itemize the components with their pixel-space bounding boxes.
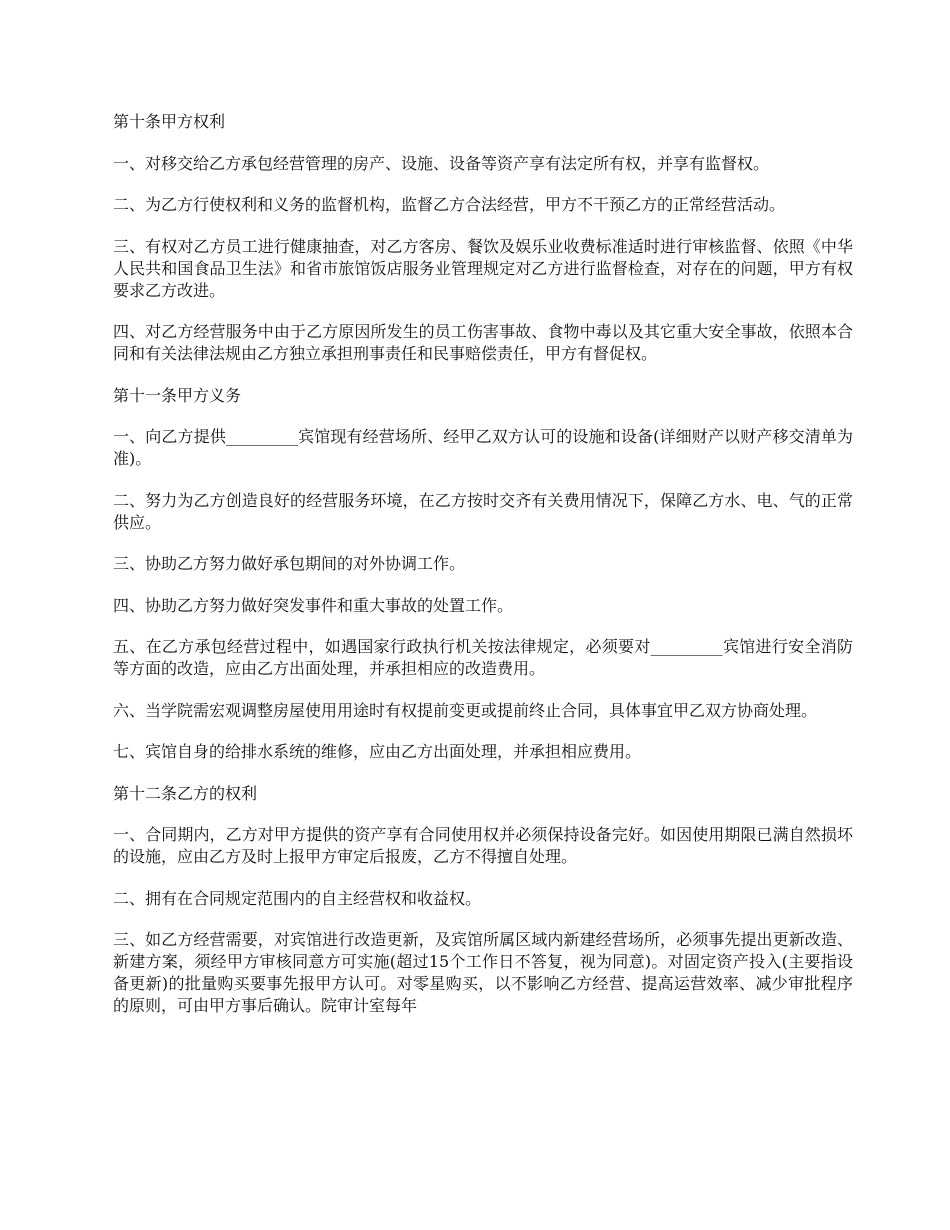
article-11-clause-7: 七、宾馆自身的给排水系统的维修，应由乙方出面处理，并承担相应费用。 (113, 742, 642, 761)
article-11-clause-3: 三、协助乙方努力做好承包期间的对外协调工作。 (113, 554, 466, 573)
article-10-clause-2: 二、为乙方行使权利和义务的监督机构，监督乙方合法经营，甲方不干预乙方的正常经营活动。 (113, 195, 786, 214)
article-11-clause-5: 五、在乙方承包经营过程中，如遇国家行政执行机关按法律规定，必须要对_________宾馆进行安全消防等方面的改造，应由乙方出面处理，并承担相应的改造费用。 (113, 637, 853, 678)
article-11-clause-6: 六、当学院需宏观调整房屋使用用途时有权提前变更或提前终止合同，具体事宜甲乙双方协商处理。 (113, 700, 818, 720)
article-12-clause-3: 三、如乙方经营需要，对宾馆进行改造更新，及宾馆所属区域内新建经营场所，必须事先提出更新改造、新建方案，须经甲方审核同意方可实施(超过15个工作日不答复，视为同意)。对固定资产投入(主要指设备更新)的批量购买要事先报甲方认可。对零星购买，以不影响乙方经营、提高运营效率、减少审批程序的原则，可由甲方事后确认。院审计室每年 (113, 930, 853, 1015)
article-12-clause-1: 一、合同期内，乙方对甲方提供的资产享有合同使用权并必须保持设备完好。如因使用期限已满自然损坏的设施，应由乙方及时上报甲方审定后报废，乙方不得擅自处理。 (113, 825, 853, 866)
article-11-clause-2: 二、努力为乙方创造良好的经营服务环境，在乙方按时交齐有关费用情况下，保障乙方水、电、气的正常供应。 (113, 490, 853, 532)
article-12-heading: 第十二条乙方的权利 (113, 783, 258, 803)
article-10-clause-4: 四、对乙方经营服务中由于乙方原因所发生的员工伤害事故、食物中毒以及其它重大安全事故，依照本合同和有关法律法规由乙方独立承担刑事责任和民事赔偿责任，甲方有督促权。 (113, 322, 853, 363)
article-11-clause-1: 一、向乙方提供_________宾馆现有经营场所、经甲乙双方认可的设施和设备(详细财产以财产移交清单为准)。 (113, 427, 853, 468)
article-12-clause-2: 二、拥有在合同规定范围内的自主经营权和收益权。 (113, 888, 482, 908)
document-page (113, 111, 853, 1037)
article-10-clause-3: 三、有权对乙方员工进行健康抽查，对乙方客房、餐饮及娱乐业收费标准适时进行审核监督、依照《中华人民共和国食品卫生法》和省市旅馆饭店服务业管理规定对乙方进行监督检查，对存在的问题，甲方有权要求乙方改进。 (113, 236, 853, 300)
article-11-clause-4: 四、协助乙方努力做好突发事件和重大事故的处置工作。 (113, 595, 514, 615)
article-11-heading: 第十一条甲方义务 (113, 385, 242, 405)
article-10-heading: 第十条甲方权利 (113, 112, 226, 131)
article-10-clause-1: 一、对移交给乙方承包经营管理的房产、设施、设备等资产享有法定所有权，并享有监督权。 (113, 153, 770, 173)
